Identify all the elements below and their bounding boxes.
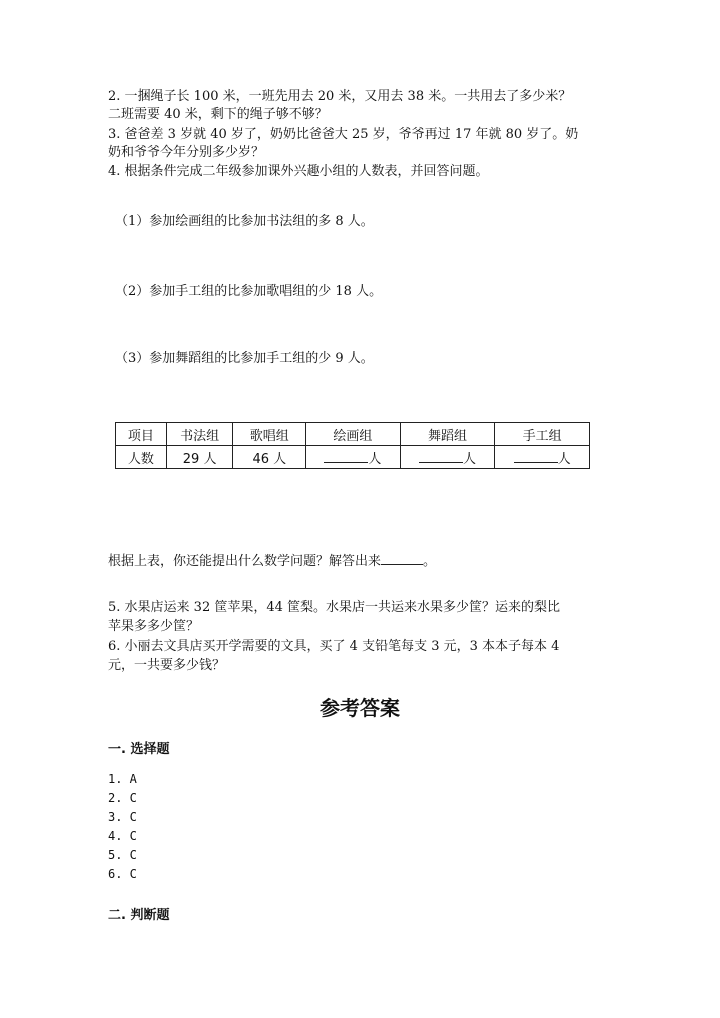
problem-4-line-1: 4. 根据条件完成二年级参加课外兴趣小组的人数表，并回答问题。 bbox=[108, 164, 489, 179]
answer-item: 6. C bbox=[108, 867, 137, 881]
table-header-cell: 项目 bbox=[116, 423, 167, 446]
follow-up-question-end: 。 bbox=[423, 554, 437, 569]
follow-up-question-text: 根据上表，你还能提出什么数学问题？解答出来 bbox=[108, 554, 382, 569]
table-header-cell: 歌唱组 bbox=[233, 423, 306, 446]
problem-6-line-1: 6. 小丽去文具店买开学需要的文具，买了 4 支铅笔每支 3 元，3 本本子每本 4 bbox=[108, 639, 560, 654]
answer-blank[interactable] bbox=[324, 448, 368, 463]
answer-blank[interactable] bbox=[381, 550, 423, 565]
answer-item: 3. C bbox=[108, 810, 137, 824]
table-header-row bbox=[116, 423, 590, 446]
problem-2-line-2: 二班需要 40 米，剩下的绳子够不够？ bbox=[108, 107, 328, 122]
problem-6-line-2: 元，一共要多少钱？ bbox=[108, 658, 226, 673]
answer-item: 1. A bbox=[108, 772, 137, 786]
unit-label: 人 bbox=[368, 451, 382, 467]
problem-3-line-2: 奶和爷爷今年分别多少岁？ bbox=[108, 145, 265, 160]
unit-label: 人 bbox=[557, 451, 571, 467]
table-header-cell: 舞蹈组 bbox=[400, 423, 495, 446]
answer-blank[interactable] bbox=[419, 448, 463, 463]
follow-up-question bbox=[108, 550, 436, 571]
condition-2: （2）参加手工组的比参加歌唱组的少 18 人。 bbox=[115, 284, 383, 299]
condition-3: （3）参加舞蹈组的比参加手工组的少 9 人。 bbox=[115, 351, 374, 366]
table-header-cell: 绘画组 bbox=[306, 423, 401, 446]
section-judgement-heading: 二. 判断题 bbox=[108, 908, 170, 923]
answer-item: 2. C bbox=[108, 791, 137, 805]
table-header-cell: 书法组 bbox=[166, 423, 233, 446]
problem-3-line-1: 3. 爸爸差 3 岁就 40 岁了，奶奶比爸爸大 25 岁，爷爷再过 17 年就 80 岁了。奶 bbox=[108, 127, 579, 142]
shufa-count-cell: 29 人 bbox=[166, 446, 233, 469]
problem-2-line-1: 2. 一捆绳子长 100 米，一班先用去 20 米，又用去 38 米。一共用去了多少米？ bbox=[108, 89, 572, 104]
problem-5-line-1: 5. 水果店运来 32 筐苹果，44 筐梨。水果店一共运来水果多少筐？运来的梨比 bbox=[108, 600, 561, 615]
interest-group-table bbox=[115, 422, 590, 469]
table-row bbox=[116, 446, 590, 469]
section-choice-heading: 一. 选择题 bbox=[108, 742, 170, 757]
gechang-count-cell: 46 人 bbox=[233, 446, 306, 469]
condition-1: （1）参加绘画组的比参加书法组的多 8 人。 bbox=[115, 214, 374, 229]
problem-5-line-2: 苹果多多少筐？ bbox=[108, 619, 200, 634]
answer-blank[interactable] bbox=[514, 448, 558, 463]
shougong-count-cell[interactable] bbox=[495, 446, 590, 469]
row-label-cell: 人数 bbox=[116, 446, 167, 469]
wudao-count-cell[interactable] bbox=[400, 446, 495, 469]
answers-title: 参考答案 bbox=[320, 696, 400, 720]
table-header-cell: 手工组 bbox=[495, 423, 590, 446]
answer-item: 5. C bbox=[108, 848, 137, 862]
huihua-count-cell[interactable] bbox=[306, 446, 401, 469]
answer-item: 4. C bbox=[108, 829, 137, 843]
unit-label: 人 bbox=[463, 451, 477, 467]
